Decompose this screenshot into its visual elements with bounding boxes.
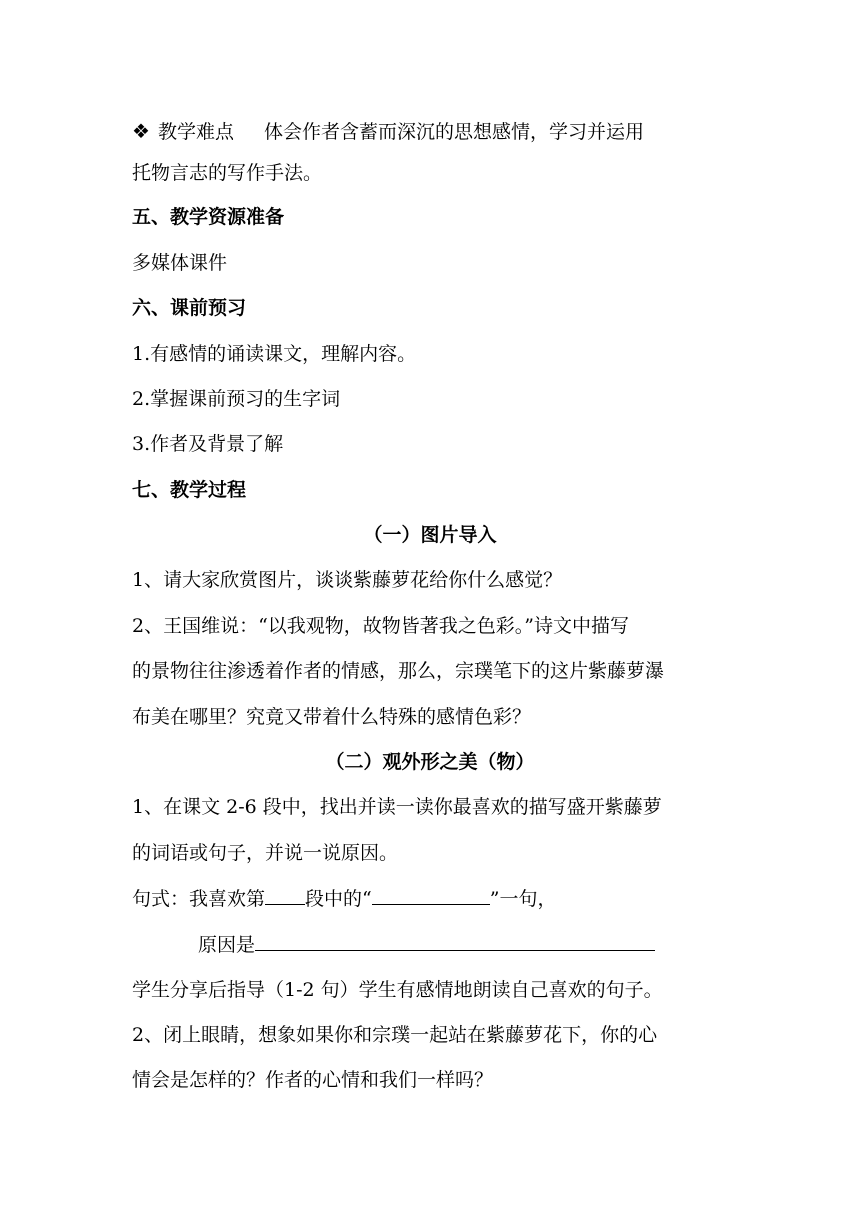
reason-line <box>198 930 655 959</box>
part2-after-line-1: 学生分享后指导（1-2 句）学生有感情地朗读自己喜欢的句子。 <box>132 979 663 1001</box>
diamond-bullet-icon: ❖ <box>132 119 150 143</box>
part2-after-line-2: 2、闭上眼睛，想象如果你和宗璞一起站在紫藤萝花下，你的心 <box>132 1024 658 1046</box>
pattern-line <box>132 884 556 913</box>
section6-item-3: 3.作者及背景了解 <box>132 433 284 455</box>
part1-title: （一）图片导入 <box>363 524 497 546</box>
part2-line-2: 的词语或句子，并说一说原因。 <box>132 842 399 864</box>
section5-body: 多媒体课件 <box>132 252 228 274</box>
difficulty-label: 教学难点 <box>158 121 235 143</box>
section6-item-1: 1.有感情的诵读课文，理解内容。 <box>132 343 417 365</box>
section5-heading: 五、教学资源准备 <box>132 206 285 228</box>
part1-line-1: 1、请大家欣赏图片，谈谈紫藤萝花给你什么感觉？ <box>132 569 563 591</box>
pattern-middle: 段中的“ <box>305 888 372 910</box>
paragraph-number-blank <box>265 884 305 905</box>
pattern-prefix: 句式：我喜欢第 <box>132 888 266 910</box>
difficulty-line-1 <box>132 117 644 146</box>
part1-line-3: 的景物往往渗透着作者的情感，那么，宗璞笔下的这片紫藤萝瀑 <box>132 660 665 682</box>
sentence-blank <box>372 884 490 905</box>
reason-blank <box>255 930 655 951</box>
reason-label: 原因是 <box>198 934 256 956</box>
part1-line-2: 2、王国维说：“以我观物，故物皆著我之色彩。”诗文中描写 <box>132 615 630 637</box>
pattern-suffix: ”一句， <box>489 888 557 910</box>
part2-line-1: 1、在课文 2-6 段中，找出并读一读你最喜欢的描写盛开紫藤萝 <box>132 796 662 818</box>
section6-heading: 六、课前预习 <box>132 297 247 319</box>
part1-line-4: 布美在哪里？究竟又带着什么特殊的感情色彩？ <box>132 706 532 728</box>
difficulty-text: 体会作者含蓄而深沉的思想感情，学习并运用 <box>264 121 645 143</box>
section7-heading: 七、教学过程 <box>132 479 247 501</box>
part2-title: （二）观外形之美（物） <box>325 751 535 773</box>
section6-item-2: 2.掌握课前预习的生字词 <box>132 388 341 410</box>
part2-after-line-3: 情会是怎样的？作者的心情和我们一样吗？ <box>132 1069 494 1091</box>
difficulty-line-2: 托物言志的写作手法。 <box>132 162 323 184</box>
